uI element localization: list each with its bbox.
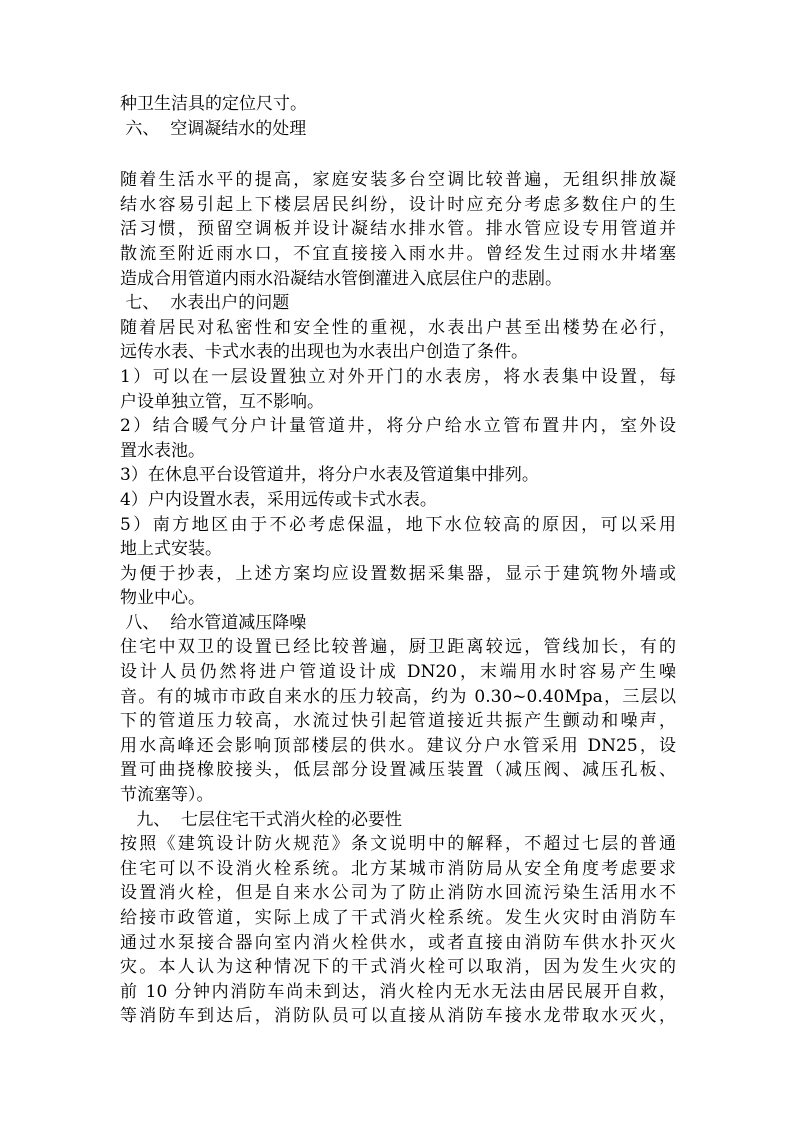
text-line: 前 10 分钟内消防车尚未到达，消火栓内无水无法由居民展开自救， [120,981,676,1002]
text-line: 住宅中双卫的设置已经比较普遍，厨卫距离较远，管线加长，有的 [120,637,676,658]
text-line: 4）户内设置水表，采用远传或卡式水表。 [120,489,437,510]
text-line: 灾。本人认为这种情况下的干式消火栓可以取消，因为发生火灾的 [120,957,676,978]
text-line: 物业中心。 [120,588,205,609]
text-line: 设计人员仍然将进户管道设计成 DN20，末端用水时容易产生噪 [120,662,676,683]
document-page [120,92,676,1029]
text-line: 散流至附近雨水口，不宜直接接入雨水井。曾经发生过雨水井堵塞 [120,243,676,264]
text-line: 置可曲挠橡胶接头，低层部分设置减压装置（减压阀、减压孔板、 [120,760,676,781]
text-line: 种卫生洁具的定位尺寸。 [120,94,307,114]
text-line: 按照《建筑设计防火规范》条文说明中的解释，不超过七层的普通 [120,834,676,855]
text-line: 造成合用管道内雨水沿凝结水管倒灌进入底层住户的悲剧。 [120,268,562,289]
text-line: 1）可以在一层设置独立对外开门的水表房，将水表集中设置，每 [120,366,676,387]
text-line: 地上式安装。 [120,539,222,560]
text-line: 结水容易引起上下楼层居民纠纷，设计时应充分考虑多数住户的生 [120,194,676,215]
text-line: 3）在休息平台设管道井，将分户水表及管道集中排列。 [120,465,539,486]
text-line: 住宅可以不设消火栓系统。北方某城市消防局从安全角度考虑要求 [120,858,676,879]
text-line: 给接市政管道，实际上成了干式消火栓系统。发生火灾时由消防车 [120,908,676,928]
text-line: 随着居民对私密性和安全性的重视，水表出户甚至出楼势在必行， [120,317,676,338]
section-heading: 七、 水表出户的问题 [120,293,290,314]
text-line: 户设单独立管，互不影响。 [120,391,324,412]
text-line: 用水高峰还会影响顶部楼层的供水。建议分户水管采用 DN25，设 [120,735,676,756]
text-line: 下的管道压力较高，水流过快引起管道接近共振产生颤动和噪声， [120,711,676,732]
text-line: 活习惯，预留空调板并设计凝结水排水管。排水管应设专用管道并 [120,219,676,240]
text-line: 5）南方地区由于不必考虑保温，地下水位较高的原因，可以采用 [120,514,676,535]
section-heading: 九、 七层住宅干式消火栓的必要性 [120,809,403,830]
blank-line [120,141,676,168]
text-line: 远传水表、卡式水表的出现也为水表出户创造了条件。 [120,342,528,363]
text-line: 音。有的城市市政自来水的压力较高，约为 0.30~0.40Mpa，三层以 [120,686,676,707]
text-line: 节流塞等）。 [120,785,214,806]
text-line: 为便于抄表，上述方案均应设置数据采集器，显示于建筑物外墙或 [120,563,676,584]
section-heading: 八、 给水管道减压降噪 [120,612,307,633]
text-line: 设置消火栓，但是自来水公司为了防止消防水回流污染生活用水不 [120,883,676,904]
text-line: 等消防车到达后，消防队员可以直接从消防车接水龙带取水灭火， [120,1006,676,1027]
text-line: 置水表池。 [120,440,205,461]
text-line: 2）结合暖气分户计量管道井，将分户给水立管布置井内，室外设 [120,416,676,437]
section-heading: 六、 空调凝结水的处理 [120,118,307,139]
text-line: 通过水泵接合器向室内消火栓供水，或者直接由消防车供水扑灭火 [120,932,676,953]
text-line: 随着生活水平的提高，家庭安装多台空调比较普遍，无组织排放凝 [120,170,676,191]
